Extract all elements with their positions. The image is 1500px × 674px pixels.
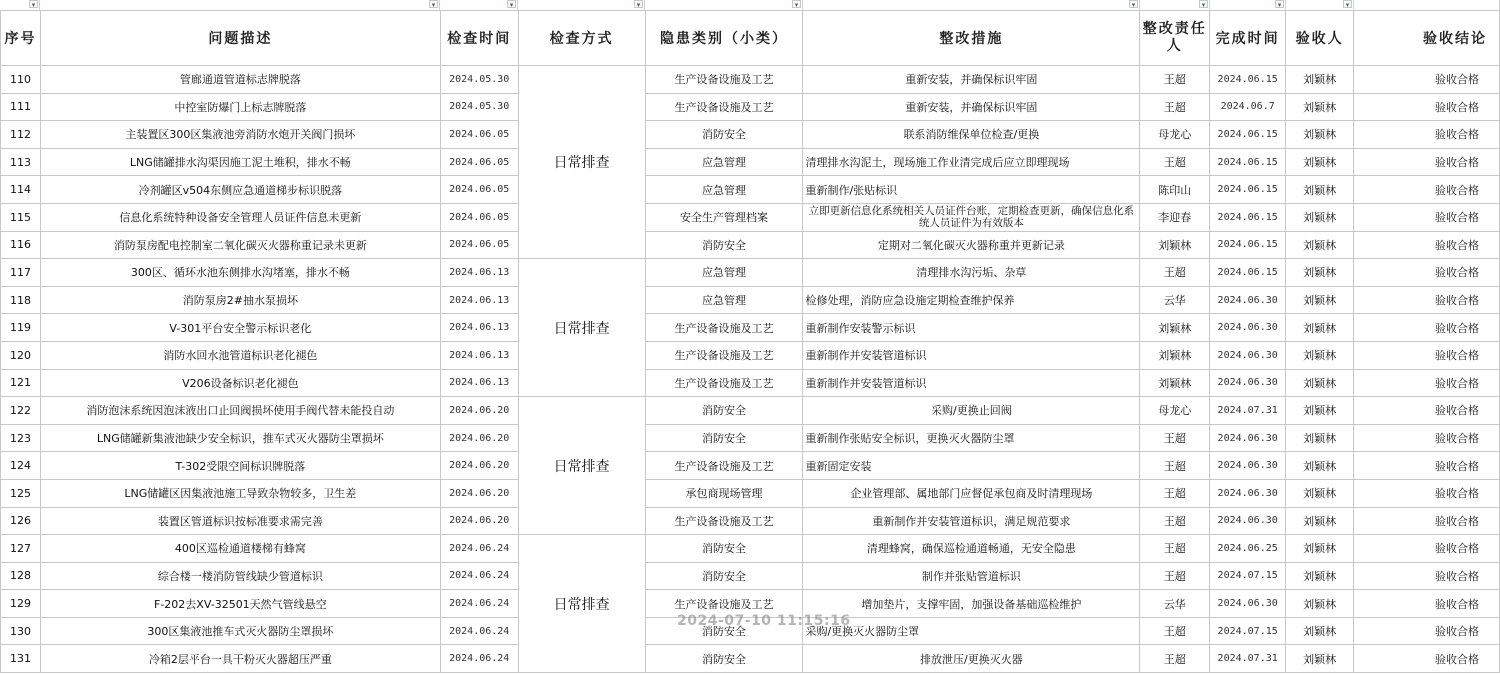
cell-done[interactable]: 2024.07.15 (1210, 562, 1286, 590)
cell-checker[interactable]: 刘颖林 (1286, 231, 1354, 259)
cell-measure[interactable]: 重新固定安装 (803, 452, 1140, 480)
cell-measure[interactable]: 企业管理部、属地部门应督促承包商及时清理现场 (803, 479, 1140, 507)
filter-cell (1140, 0, 1210, 10)
cell-date[interactable]: 2024.06.13 (440, 369, 518, 397)
cell-seq[interactable]: 127 (1, 535, 41, 563)
cell-owner[interactable]: 陈印山 (1140, 176, 1210, 204)
header-result[interactable]: 验收结论 (1354, 11, 1500, 66)
filter-cell (40, 0, 440, 10)
filter-dropdown-icon[interactable]: ▾ (1343, 0, 1352, 8)
filter-dropdown-icon[interactable]: ▾ (634, 0, 643, 8)
cell-checker[interactable]: 刘颖林 (1286, 176, 1354, 204)
cell-date[interactable]: 2024.06.20 (440, 507, 518, 535)
cell-done[interactable]: 2024.06.15 (1210, 121, 1286, 149)
cell-owner[interactable]: 刘颖林 (1140, 231, 1210, 259)
table-row (1, 397, 1500, 425)
cell-result[interactable]: 验收合格 (1354, 617, 1500, 645)
cell-date[interactable]: 2024.05.30 (440, 93, 518, 121)
cell-owner[interactable]: 王超 (1140, 617, 1210, 645)
table-row (1, 121, 1500, 149)
cell-date[interactable]: 2024.06.24 (440, 562, 518, 590)
cell-desc[interactable]: 信息化系统特种设备安全管理人员证件信息未更新 (40, 203, 440, 231)
filter-dropdown-icon[interactable]: ▾ (429, 0, 438, 8)
cell-desc[interactable]: 管廊通道管道标志牌脱落 (40, 66, 440, 94)
cell-measure[interactable]: 联系消防维保单位检查/更换 (803, 121, 1140, 149)
table-row (1, 176, 1500, 204)
cell-category[interactable]: 生产设备设施及工艺 (645, 314, 803, 342)
cell-seq[interactable]: 117 (1, 259, 41, 287)
cell-checker[interactable]: 刘颖林 (1286, 590, 1354, 618)
cell-method[interactable]: 日常排查 (518, 66, 645, 259)
cell-seq[interactable]: 129 (1, 590, 41, 618)
cell-checker[interactable]: 刘颖林 (1286, 507, 1354, 535)
table-row (1, 535, 1500, 563)
cell-owner[interactable]: 王超 (1140, 645, 1210, 673)
cell-done[interactable]: 2024.07.15 (1210, 617, 1286, 645)
cell-owner[interactable]: 王超 (1140, 148, 1210, 176)
cell-desc[interactable]: 综合楼一楼消防管线缺少管道标识 (40, 562, 440, 590)
cell-seq[interactable]: 113 (1, 148, 41, 176)
table-row (1, 617, 1500, 645)
cell-checker[interactable]: 刘颖林 (1286, 93, 1354, 121)
header-desc[interactable]: 问题描述 (40, 11, 440, 66)
table-row (1, 93, 1500, 121)
cell-measure[interactable]: 重新制作安装警示标识 (803, 314, 1140, 342)
cell-date[interactable]: 2024.06.05 (440, 148, 518, 176)
cell-date[interactable]: 2024.06.13 (440, 259, 518, 287)
table-row (1, 369, 1500, 397)
cell-category[interactable]: 消防安全 (645, 231, 803, 259)
cell-owner[interactable]: 王超 (1140, 452, 1210, 480)
cell-measure[interactable]: 重新制作并安装管道标识，满足规范要求 (803, 507, 1140, 535)
cell-category[interactable]: 生产设备设施及工艺 (645, 507, 803, 535)
cell-checker[interactable]: 刘颖林 (1286, 148, 1354, 176)
cell-done[interactable]: 2024.06.30 (1210, 286, 1286, 314)
cell-measure[interactable]: 定期对二氧化碳灭火器称重并更新记录 (803, 231, 1140, 259)
cell-date[interactable]: 2024.06.05 (440, 121, 518, 149)
table-row (1, 507, 1500, 535)
filter-cell (1210, 0, 1286, 10)
cell-category[interactable]: 消防安全 (645, 424, 803, 452)
cell-result[interactable]: 验收合格 (1354, 148, 1500, 176)
table-row (1, 231, 1500, 259)
cell-owner[interactable]: 王超 (1140, 259, 1210, 287)
cell-desc[interactable]: V-301平台安全警示标识老化 (40, 314, 440, 342)
cell-desc[interactable]: 400区巡检通道楼梯有蜂窝 (40, 535, 440, 563)
cell-measure[interactable]: 检修处理，消防应急设施定期检查维护保养 (803, 286, 1140, 314)
cell-date[interactable]: 2024.06.20 (440, 452, 518, 480)
cell-category[interactable]: 消防安全 (645, 562, 803, 590)
cell-checker[interactable]: 刘颖林 (1286, 617, 1354, 645)
cell-checker[interactable]: 刘颖林 (1286, 645, 1354, 673)
filter-cell (1354, 0, 1500, 10)
cell-result[interactable]: 验收合格 (1354, 314, 1500, 342)
table-row (1, 424, 1500, 452)
cell-checker[interactable]: 刘颖林 (1286, 424, 1354, 452)
cell-measure[interactable]: 重新安装，并确保标识牢固 (803, 66, 1140, 94)
filter-dropdown-icon[interactable]: ▾ (792, 0, 801, 8)
filter-dropdown-icon[interactable]: ▾ (1129, 0, 1138, 8)
cell-date[interactable]: 2024.05.30 (440, 66, 518, 94)
cell-seq[interactable]: 124 (1, 452, 41, 480)
table-row (1, 479, 1500, 507)
cell-done[interactable]: 2024.06.15 (1210, 231, 1286, 259)
cell-result[interactable]: 验收合格 (1354, 286, 1500, 314)
cell-date[interactable]: 2024.06.05 (440, 203, 518, 231)
cell-seq[interactable]: 123 (1, 424, 41, 452)
cell-category[interactable]: 安全生产管理档案 (645, 203, 803, 231)
header-checker[interactable]: 验收人 (1286, 11, 1354, 66)
cell-result[interactable]: 验收合格 (1354, 452, 1500, 480)
cell-date[interactable]: 2024.06.13 (440, 341, 518, 369)
cell-owner[interactable]: 母龙心 (1140, 121, 1210, 149)
cell-date[interactable]: 2024.06.20 (440, 479, 518, 507)
cell-done[interactable]: 2024.06.15 (1210, 259, 1286, 287)
cell-checker[interactable]: 刘颖林 (1286, 535, 1354, 563)
cell-desc[interactable]: 300区集液池推车式灭火器防尘罩损坏 (40, 617, 440, 645)
cell-seq[interactable]: 115 (1, 203, 41, 231)
cell-owner[interactable]: 王超 (1140, 507, 1210, 535)
cell-method[interactable]: 日常排查 (518, 259, 645, 397)
header-seq[interactable]: 序号 (1, 11, 41, 66)
filter-dropdown-icon[interactable]: ▾ (29, 0, 38, 8)
cell-checker[interactable]: 刘颖林 (1286, 341, 1354, 369)
cell-desc[interactable]: 冷剂罐区v504东侧应急通道梯步标识脱落 (40, 176, 440, 204)
cell-category[interactable]: 消防安全 (645, 121, 803, 149)
cell-desc[interactable]: T-302受限空间标识牌脱落 (40, 452, 440, 480)
hazard-table (0, 10, 1500, 673)
cell-desc[interactable]: F-202去XV-32501天然气管线悬空 (40, 590, 440, 618)
cell-done[interactable]: 2024.06.7 (1210, 93, 1286, 121)
cell-done[interactable]: 2024.06.15 (1210, 203, 1286, 231)
cell-checker[interactable]: 刘颖林 (1286, 562, 1354, 590)
cell-desc[interactable]: LNG储罐新集液池缺少安全标识，推车式灭火器防尘罩损坏 (40, 424, 440, 452)
cell-owner[interactable]: 刘颖林 (1140, 314, 1210, 342)
cell-measure[interactable]: 重新制作并安装管道标识 (803, 369, 1140, 397)
cell-done[interactable]: 2024.06.15 (1210, 66, 1286, 94)
cell-date[interactable]: 2024.06.20 (440, 424, 518, 452)
cell-result[interactable]: 验收合格 (1354, 259, 1500, 287)
cell-checker[interactable]: 刘颖林 (1286, 314, 1354, 342)
header-done[interactable]: 完成时间 (1210, 11, 1286, 66)
cell-category[interactable]: 消防安全 (645, 645, 803, 673)
cell-measure[interactable]: 重新制作张贴安全标识，更换灭火器防尘罩 (803, 424, 1140, 452)
filter-dropdown-icon[interactable]: ▾ (1275, 0, 1284, 8)
cell-measure[interactable]: 重新制作并安装管道标识 (803, 341, 1140, 369)
cell-measure[interactable]: 排放泄压/更换灭火器 (803, 645, 1140, 673)
cell-done[interactable]: 2024.06.30 (1210, 341, 1286, 369)
cell-seq[interactable]: 126 (1, 507, 41, 535)
cell-category[interactable]: 消防安全 (645, 397, 803, 425)
filter-cell (803, 0, 1140, 10)
filter-cell (1286, 0, 1354, 10)
cell-measure[interactable]: 清理排水沟泥土，现场施工作业清完成后应立即理现场 (803, 148, 1140, 176)
cell-category[interactable]: 生产设备设施及工艺 (645, 452, 803, 480)
cell-owner[interactable]: 王超 (1140, 562, 1210, 590)
cell-done[interactable]: 2024.06.25 (1210, 535, 1286, 563)
table-row (1, 562, 1500, 590)
table-row (1, 259, 1500, 287)
cell-seq[interactable]: 128 (1, 562, 41, 590)
cell-result[interactable]: 验收合格 (1354, 507, 1500, 535)
cell-category[interactable]: 生产设备设施及工艺 (645, 66, 803, 94)
cell-owner[interactable]: 母龙心 (1140, 397, 1210, 425)
cell-result[interactable]: 验收合格 (1354, 341, 1500, 369)
cell-desc[interactable]: 中控室防爆门上标志牌脱落 (40, 93, 440, 121)
header-owner[interactable]: 整改责任人 (1140, 11, 1210, 66)
table-row (1, 452, 1500, 480)
cell-category[interactable]: 应急管理 (645, 148, 803, 176)
cell-result[interactable]: 验收合格 (1354, 535, 1500, 563)
cell-owner[interactable]: 云华 (1140, 286, 1210, 314)
filter-cell (0, 0, 40, 10)
cell-date[interactable]: 2024.06.13 (440, 314, 518, 342)
table-row (1, 590, 1500, 618)
cell-result[interactable]: 验收合格 (1354, 479, 1500, 507)
cell-result[interactable]: 验收合格 (1354, 176, 1500, 204)
timestamp-watermark: 2024-07-10 11:15:16 (677, 613, 851, 629)
cell-desc[interactable]: V206设备标识老化褪色 (40, 369, 440, 397)
cell-measure[interactable]: 清理排水沟污垢、杂草 (803, 259, 1140, 287)
cell-seq[interactable]: 111 (1, 93, 41, 121)
cell-date[interactable]: 2024.06.05 (440, 176, 518, 204)
cell-desc[interactable]: 冷箱2层平台一具干粉灭火器超压严重 (40, 645, 440, 673)
cell-checker[interactable]: 刘颖林 (1286, 369, 1354, 397)
cell-desc[interactable]: 装置区管道标识按标准要求需完善 (40, 507, 440, 535)
cell-checker[interactable]: 刘颖林 (1286, 259, 1354, 287)
cell-category[interactable]: 承包商现场管理 (645, 479, 803, 507)
cell-done[interactable]: 2024.06.30 (1210, 369, 1286, 397)
cell-date[interactable]: 2024.06.24 (440, 590, 518, 618)
cell-seq[interactable]: 125 (1, 479, 41, 507)
cell-seq[interactable]: 130 (1, 617, 41, 645)
filter-cell (440, 0, 518, 10)
cell-measure[interactable]: 重新安装，并确保标识牢固 (803, 93, 1140, 121)
header-row (1, 11, 1500, 66)
table-row (1, 645, 1500, 673)
table-row (1, 286, 1500, 314)
cell-owner[interactable]: 云华 (1140, 590, 1210, 618)
cell-category[interactable]: 应急管理 (645, 286, 803, 314)
cell-owner[interactable]: 王超 (1140, 479, 1210, 507)
cell-checker[interactable]: 刘颖林 (1286, 121, 1354, 149)
filter-cell (645, 0, 803, 10)
cell-result[interactable]: 验收合格 (1354, 590, 1500, 618)
cell-measure[interactable]: 增加垫片，支撑牢固，加强设备基础巡检维护 (803, 590, 1140, 618)
cell-owner[interactable]: 刘颖林 (1140, 341, 1210, 369)
cell-done[interactable]: 2024.06.30 (1210, 507, 1286, 535)
cell-measure[interactable]: 制作并张贴管道标识 (803, 562, 1140, 590)
cell-method[interactable]: 日常排查 (518, 535, 645, 673)
cell-desc[interactable]: 消防泵房2#抽水泵损坏 (40, 286, 440, 314)
header-measure[interactable]: 整改措施 (803, 11, 1140, 66)
table-row (1, 148, 1500, 176)
cell-category[interactable]: 生产设备设施及工艺 (645, 590, 803, 618)
cell-category[interactable]: 应急管理 (645, 176, 803, 204)
cell-result[interactable]: 验收合格 (1354, 203, 1500, 231)
cell-owner[interactable]: 刘颖林 (1140, 369, 1210, 397)
cell-date[interactable]: 2024.06.24 (440, 645, 518, 673)
table-body (1, 66, 1500, 673)
cell-desc[interactable]: 主装置区300区集液池旁消防水炮开关阀门损坏 (40, 121, 440, 149)
cell-result[interactable]: 验收合格 (1354, 424, 1500, 452)
filter-dropdown-icon[interactable]: ▾ (1199, 0, 1208, 8)
cell-owner[interactable]: 王超 (1140, 66, 1210, 94)
cell-seq[interactable]: 118 (1, 286, 41, 314)
cell-done[interactable]: 2024.06.30 (1210, 479, 1286, 507)
cell-done[interactable]: 2024.07.31 (1210, 397, 1286, 425)
cell-checker[interactable]: 刘颖林 (1286, 397, 1354, 425)
cell-desc[interactable]: 消防水回水池管道标识老化褪色 (40, 341, 440, 369)
cell-date[interactable]: 2024.06.20 (440, 397, 518, 425)
cell-checker[interactable]: 刘颖林 (1286, 66, 1354, 94)
cell-category[interactable]: 生产设备设施及工艺 (645, 341, 803, 369)
cell-desc[interactable]: 消防泵房配电控制室二氧化碳灭火器称重记录未更新 (40, 231, 440, 259)
cell-measure[interactable]: 采购/更换止回阀 (803, 397, 1140, 425)
cell-result[interactable]: 验收合格 (1354, 121, 1500, 149)
filter-dropdown-icon[interactable]: ▾ (507, 0, 516, 8)
cell-result[interactable]: 验收合格 (1354, 231, 1500, 259)
cell-date[interactable]: 2024.06.24 (440, 617, 518, 645)
cell-method[interactable]: 日常排查 (518, 397, 645, 535)
header-method[interactable]: 检查方式 (518, 11, 645, 66)
cell-seq[interactable]: 121 (1, 369, 41, 397)
cell-category[interactable]: 消防安全 (645, 535, 803, 563)
cell-checker[interactable]: 刘颖林 (1286, 203, 1354, 231)
cell-done[interactable]: 2024.06.15 (1210, 176, 1286, 204)
cell-desc[interactable]: 消防泡沫系统因泡沫液出口止回阀损坏使用手阀代替未能投自动 (40, 397, 440, 425)
cell-seq[interactable]: 110 (1, 66, 41, 94)
cell-checker[interactable]: 刘颖林 (1286, 479, 1354, 507)
cell-checker[interactable]: 刘颖林 (1286, 286, 1354, 314)
cell-owner[interactable]: 王超 (1140, 535, 1210, 563)
header-date[interactable]: 检查时间 (440, 11, 518, 66)
cell-seq[interactable]: 120 (1, 341, 41, 369)
cell-seq[interactable]: 112 (1, 121, 41, 149)
cell-measure[interactable]: 重新制作/张贴标识 (803, 176, 1140, 204)
cell-date[interactable]: 2024.06.13 (440, 286, 518, 314)
cell-seq[interactable]: 116 (1, 231, 41, 259)
cell-desc[interactable]: LNG储罐排水沟渠因施工泥土堆积，排水不畅 (40, 148, 440, 176)
cell-seq[interactable]: 122 (1, 397, 41, 425)
cell-result[interactable]: 验收合格 (1354, 369, 1500, 397)
cell-desc[interactable]: LNG储罐区因集液池施工导致杂物较多，卫生差 (40, 479, 440, 507)
cell-measure[interactable]: 采购/更换灭火器防尘罩 (803, 617, 1140, 645)
cell-category[interactable]: 消防安全 (645, 617, 803, 645)
cell-done[interactable]: 2024.06.15 (1210, 148, 1286, 176)
cell-result[interactable]: 验收合格 (1354, 397, 1500, 425)
cell-date[interactable]: 2024.06.24 (440, 535, 518, 563)
filter-cell (518, 0, 645, 10)
cell-category[interactable]: 生产设备设施及工艺 (645, 93, 803, 121)
cell-seq[interactable]: 119 (1, 314, 41, 342)
cell-measure[interactable]: 清理蜂窝，确保巡检通道畅通，无安全隐患 (803, 535, 1140, 563)
cell-result[interactable]: 验收合格 (1354, 645, 1500, 673)
cell-done[interactable]: 2024.06.30 (1210, 452, 1286, 480)
cell-category[interactable]: 生产设备设施及工艺 (645, 369, 803, 397)
cell-owner[interactable]: 王超 (1140, 93, 1210, 121)
cell-done[interactable]: 2024.06.30 (1210, 590, 1286, 618)
cell-date[interactable]: 2024.06.05 (440, 231, 518, 259)
table-row (1, 66, 1500, 94)
cell-result[interactable]: 验收合格 (1354, 562, 1500, 590)
table-row (1, 341, 1500, 369)
cell-measure[interactable]: 立即更新信息化系统相关人员证件台账，定期检查更新，确保信息化系统人员证件为有效版本 (803, 203, 1140, 231)
cell-done[interactable]: 2024.06.30 (1210, 314, 1286, 342)
cell-done[interactable]: 2024.06.30 (1210, 424, 1286, 452)
cell-checker[interactable]: 刘颖林 (1286, 452, 1354, 480)
header-category[interactable]: 隐患类别（小类） (645, 11, 803, 66)
cell-seq[interactable]: 131 (1, 645, 41, 673)
cell-result[interactable]: 验收合格 (1354, 93, 1500, 121)
cell-seq[interactable]: 114 (1, 176, 41, 204)
table-row (1, 203, 1500, 231)
cell-done[interactable]: 2024.07.31 (1210, 645, 1286, 673)
table-row (1, 314, 1500, 342)
cell-desc[interactable]: 300区、循环水池东侧排水沟堵塞，排水不畅 (40, 259, 440, 287)
cell-result[interactable]: 验收合格 (1354, 66, 1500, 94)
cell-owner[interactable]: 王超 (1140, 424, 1210, 452)
cell-category[interactable]: 应急管理 (645, 259, 803, 287)
cell-owner[interactable]: 李迎春 (1140, 203, 1210, 231)
